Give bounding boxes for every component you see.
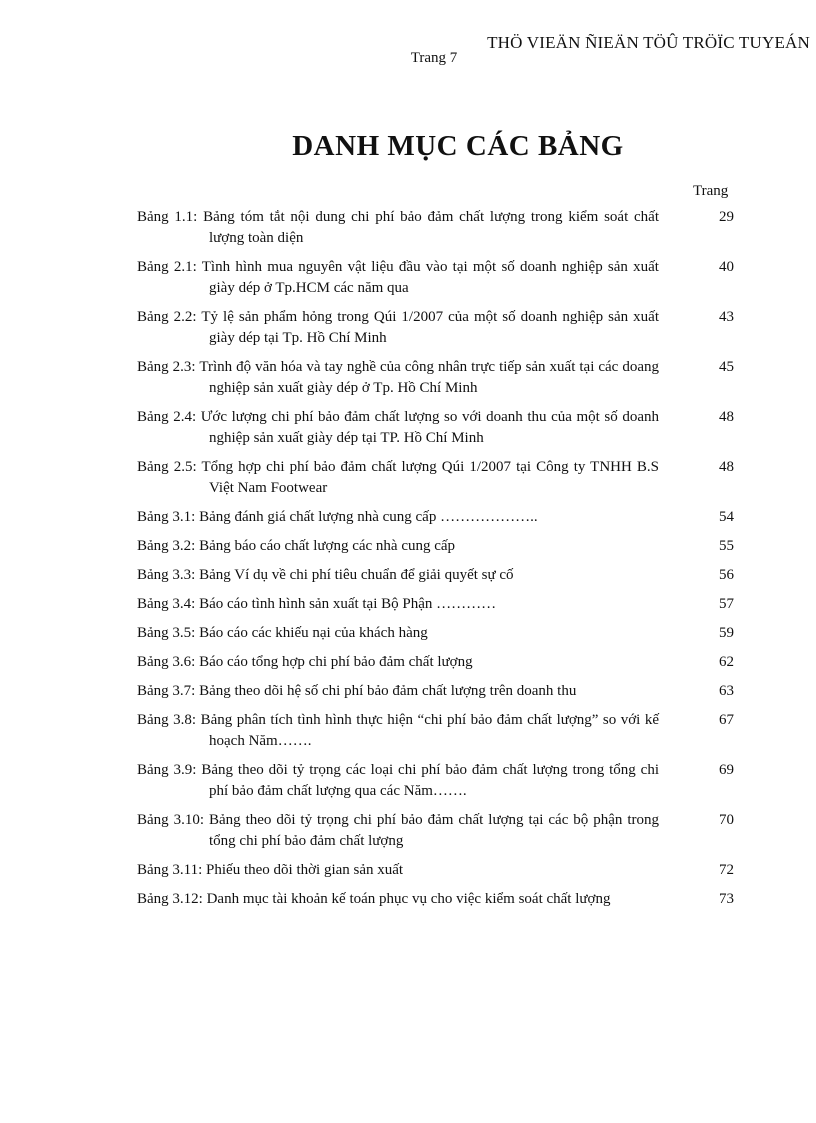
- entry-text-block: [137, 860, 734, 881]
- list-item[interactable]: [137, 760, 734, 802]
- entry-title: Bảng Ví dụ về chi phí tiêu chuẩn để giải quyết sự cố: [199, 567, 514, 583]
- entry-text-block: [137, 357, 734, 399]
- entry-text-block: [137, 565, 734, 586]
- page-column-header: Trang: [693, 183, 729, 199]
- list-item[interactable]: [137, 594, 734, 615]
- entry-label: Bảng 3.5:: [137, 625, 196, 641]
- entry-page-number: 43: [719, 309, 734, 325]
- page-number: Trang 7: [410, 50, 458, 66]
- entry-label: Bảng 3.1:: [137, 509, 196, 525]
- entry-label: Bảng 3.3:: [137, 567, 196, 583]
- list-item[interactable]: [137, 565, 734, 586]
- entry-page-number: 40: [719, 259, 734, 275]
- entry-page-number: 48: [719, 459, 734, 475]
- list-item[interactable]: [137, 810, 734, 852]
- list-item[interactable]: [137, 357, 734, 399]
- entry-label: Bảng 1.1:: [137, 209, 198, 225]
- entry-text-block: [137, 889, 734, 910]
- entry-title: Bảng đánh giá chất lượng nhà cung cấp ………………..: [199, 509, 538, 525]
- entry-label: Bảng 3.8:: [137, 712, 197, 728]
- entry-text-block: [137, 652, 734, 673]
- entry-label: Bảng 3.7:: [137, 683, 196, 699]
- entry-title: Báo cáo tổng hợp chi phí bảo đảm chất lượng: [199, 654, 473, 670]
- list-item[interactable]: [137, 536, 734, 557]
- entry-title: Bảng tóm tắt nội dung chi phí bảo đảm chất lượng trong kiểm soát chất lượng toàn diện: [203, 209, 659, 246]
- entry-page-number: 72: [719, 862, 734, 878]
- entry-title: Tổng hợp chi phí bảo đảm chất lượng Qúi 1/2007 tại Công ty TNHH B.S Việt Nam Footwear: [201, 459, 659, 496]
- entry-text-block: [137, 457, 734, 499]
- entry-label: Bảng 3.6:: [137, 654, 196, 670]
- entry-text-block: [137, 681, 734, 702]
- entry-title: Bảng theo dõi tỷ trọng chi phí bảo đảm chất lượng tại các bộ phận trong tổng chi phí bảo đảm chất lượng: [208, 812, 659, 849]
- list-item[interactable]: [137, 457, 734, 499]
- entry-page-number: 67: [719, 712, 734, 728]
- entry-title: Trình độ văn hóa và tay nghề của công nhân trực tiếp sản xuất tại các doang nghiệp sản xuất giày dép ở Tp. Hồ Chí Minh: [199, 359, 659, 396]
- entry-label: Bảng 3.4:: [137, 596, 196, 612]
- entry-title: Bảng theo dõi hệ số chi phí bảo đảm chất lượng trên doanh thu: [199, 683, 577, 699]
- entry-label: Bảng 2.2:: [137, 309, 197, 325]
- entry-page-number: 63: [719, 683, 734, 699]
- entry-title: Danh mục tài khoản kế toán phục vụ cho việc kiểm soát chất lượng: [206, 891, 611, 907]
- entry-text-block: [137, 760, 734, 802]
- list-item[interactable]: [137, 652, 734, 673]
- list-item[interactable]: [137, 507, 734, 528]
- entry-title: Tỷ lệ sản phẩm hỏng trong Qúi 1/2007 của một số doanh nghiệp sản xuất giày dép tại Tp. Hồ Chí Minh: [201, 309, 659, 346]
- library-header: THÖ VIEÄN ÑIEÄN TÖÛ TRÖÏC TUYEÁN: [487, 33, 810, 52]
- entry-text-block: [137, 594, 734, 615]
- entry-page-number: 62: [719, 654, 734, 670]
- entry-page-number: 55: [719, 538, 734, 554]
- entry-title: Bảng báo cáo chất lượng các nhà cung cấp: [199, 538, 456, 554]
- entry-page-number: 29: [719, 209, 734, 225]
- entry-title: Bảng phân tích tình hình thực hiện “chi phí bảo đảm chất lượng” so với kế hoạch Năm…….: [200, 712, 659, 749]
- entry-page-number: 48: [719, 409, 734, 425]
- entry-title: Tình hình mua nguyên vật liệu đầu vào tại một số doanh nghiệp sản xuất giày dép ở Tp.HCM các năm qua: [201, 259, 659, 296]
- entry-label: Bảng 2.5:: [137, 459, 197, 475]
- list-item[interactable]: [137, 207, 734, 249]
- entry-title: Ước lượng chi phí bảo đảm chất lượng so với doanh thu của một số doanh nghiệp sản xuất giày dép tại TP. Hồ Chí Minh: [200, 409, 660, 446]
- entry-label: Bảng 2.4:: [137, 409, 197, 425]
- list-item[interactable]: [137, 623, 734, 644]
- list-item[interactable]: [137, 710, 734, 752]
- entry-label: Bảng 3.10:: [137, 812, 205, 828]
- entry-page-number: 70: [719, 812, 734, 828]
- entry-title: Phiếu theo dõi thời gian sản xuất: [206, 862, 404, 878]
- list-item[interactable]: [137, 889, 734, 910]
- entry-label: Bảng 3.9:: [137, 762, 197, 778]
- entry-text-block: [137, 407, 734, 449]
- entry-page-number: 73: [719, 891, 734, 907]
- entry-text-block: [137, 536, 734, 557]
- entry-page-number: 54: [719, 509, 734, 525]
- entry-label: Bảng 2.1:: [137, 259, 197, 275]
- entry-text-block: [137, 507, 734, 528]
- entry-page-number: 69: [719, 762, 734, 778]
- entry-text-block: [137, 257, 734, 299]
- entry-text-block: [137, 810, 734, 852]
- list-item[interactable]: [137, 860, 734, 881]
- entry-page-number: 57: [719, 596, 734, 612]
- entry-text-block: [137, 307, 734, 349]
- entry-text-block: [137, 207, 734, 249]
- entry-text-block: [137, 623, 734, 644]
- entry-title: Báo cáo tình hình sản xuất tại Bộ Phận …………: [199, 596, 497, 612]
- entry-label: Bảng 3.12:: [137, 891, 203, 907]
- list-item[interactable]: [137, 307, 734, 349]
- list-item[interactable]: [137, 407, 734, 449]
- entry-title: Báo cáo các khiếu nại của khách hàng: [199, 625, 428, 641]
- entry-label: Bảng 3.11:: [137, 862, 203, 878]
- entry-label: Bảng 2.3:: [137, 359, 196, 375]
- entry-title: Bảng theo dõi tỷ trọng các loại chi phí bảo đảm chất lượng trong tổng chi phí bảo đảm chất lượng qua các Năm…….: [201, 762, 660, 799]
- entry-label: Bảng 3.2:: [137, 538, 196, 554]
- table-list: [137, 207, 734, 918]
- entry-page-number: 59: [719, 625, 734, 641]
- list-item[interactable]: [137, 257, 734, 299]
- entry-text-block: [137, 710, 734, 752]
- list-item[interactable]: [137, 681, 734, 702]
- page-title: DANH MỤC CÁC BẢNG: [292, 130, 624, 162]
- entry-page-number: 45: [719, 359, 734, 375]
- entry-page-number: 56: [719, 567, 734, 583]
